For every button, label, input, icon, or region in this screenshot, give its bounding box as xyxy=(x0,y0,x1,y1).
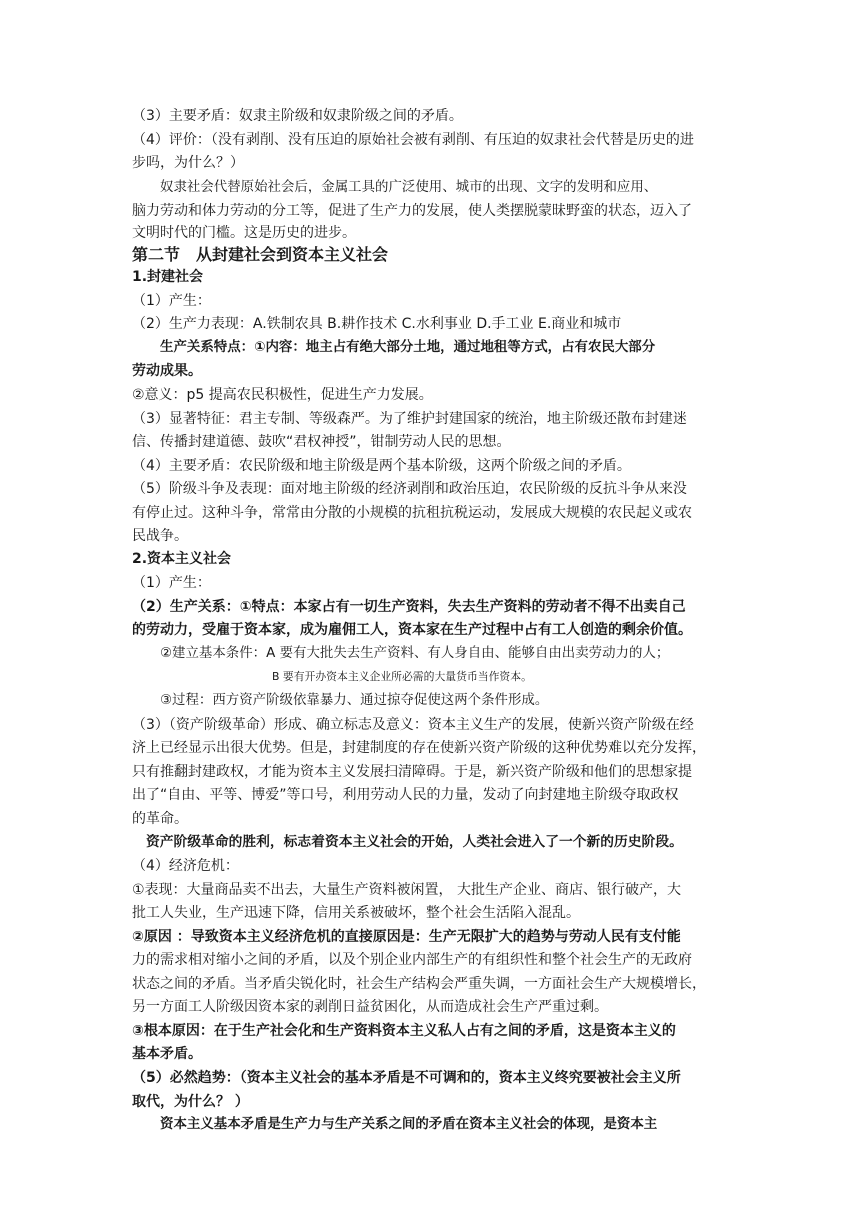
text-line: 取代，为什么？ ） xyxy=(132,1094,249,1110)
text-line: 劳动成果。 xyxy=(132,363,202,379)
text-line: 步吗，为什么？） xyxy=(132,155,244,171)
text-line: 有停止过。这种斗争，常常由分散的小规模的抗租抗税运动，发展成大规模的农民起义或农 xyxy=(132,505,692,521)
text-line: 信、传播封建道德、鼓吹“君权神授”，钳制劳动人民的思想。 xyxy=(132,434,511,450)
text-line: ①表现：大量商品卖不出去，大量生产资料被闲置， 大批生产企业、商店、银行破产，大 xyxy=(132,882,681,898)
text-line: （5）必然趋势：（资本主义社会的基本矛盾是不可调和的，资本主义终究要被社会主义所 xyxy=(132,1070,681,1086)
section-heading: 第二节 从封建社会到资本主义社会 xyxy=(132,245,389,264)
text-line: 只有推翻封建政权，才能为资本主义发展扫清障碍。于是，新兴资产阶级和他们的思想家提 xyxy=(132,764,692,780)
subsection-heading: 2.资本主义社会 xyxy=(132,551,232,567)
text-line: 资本主义基本矛盾是生产力与生产关系之间的矛盾在资本主义社会的体现，是资本主 xyxy=(160,1117,658,1132)
text-line: ②建立基本条件：A 要有大批失去生产资料、有人身自由、能够自由出卖劳动力的人； xyxy=(160,646,670,661)
text-line: 文明时代的门槛。这是历史的进步。 xyxy=(132,225,356,241)
text-line: （1）产生： xyxy=(132,293,211,309)
text-line: （3）（资产阶级革命）形成、确立标志及意义：资本主义生产的发展，使新兴资产阶级在经 xyxy=(132,717,694,733)
text-line: 生产关系特点：①内容：地主占有绝大部分土地，通过地租等方式，占有农民大部分 xyxy=(160,340,656,355)
text-line: B 要有开办资本主义企业所必需的大量货币当作资本。 xyxy=(272,670,532,683)
text-line: 的劳动力，受雇于资本家，成为雇佣工人，资本家在生产过程中占有工人创造的剩余价值。 xyxy=(132,622,692,638)
text-line: （3）主要矛盾：奴隶主阶级和奴隶阶级之间的矛盾。 xyxy=(132,108,463,124)
text-line: 出了“自由、平等、博爱”等口号，利用劳动人民的力量，发动了向封建地主阶级夺取政权 xyxy=(132,787,679,803)
text-line: 民战争。 xyxy=(132,528,188,544)
text-line: 的革命。 xyxy=(132,811,188,827)
text-line: （3）显著特征：君主专制、等级森严。为了维护封建国家的统治，地主阶级还散布封建迷 xyxy=(132,411,687,427)
text-line: 资产阶级革命的胜利，标志着资本主义社会的开始，人类社会进入了一个新的历史阶段。 xyxy=(146,834,683,850)
text-line: ③根本原因：在于生产社会化和生产资料资本主义私人占有之间的矛盾，这是资本主义的 xyxy=(132,1023,676,1039)
text-line: （4）主要矛盾：农民阶级和地主阶级是两个基本阶级，这两个阶级之间的矛盾。 xyxy=(132,458,631,474)
text-line: 力的需求相对缩小之间的矛盾，以及个别企业内部生产的有组织性和整个社会生产的无政府 xyxy=(132,952,692,968)
text-line: 状态之间的矛盾。当矛盾尖锐化时，社会生产结构会严重失调，一方面社会生产大规模增长， xyxy=(132,976,706,992)
text-line: 另一方面工人阶级因资本家的剥削日益贫困化，从而造成社会生产严重过剩。 xyxy=(132,999,608,1015)
text-line: 脑力劳动和体力劳动的分工等，促进了生产力的发展，使人类摆脱蒙昧野蛮的状态，迈入了 xyxy=(132,203,692,219)
text-line: （2）生产关系：①特点：本家占有一切生产资料，失去生产资料的劳动者不得不出卖自己 xyxy=(132,599,686,615)
text-line: 济上已经显示出很大优势。但是，封建制度的存在使新兴资产阶级的这种优势难以充分发挥， xyxy=(132,740,706,756)
text-line: （2）生产力表现：A.铁制农具 B.耕作技术 C.水利事业 D.手工业 E.商业和城市 xyxy=(132,316,622,332)
text-line: （5）阶级斗争及表现：面对地主阶级的经济剥削和政治压迫，农民阶级的反抗斗争从来没 xyxy=(132,481,687,497)
text-line: 基本矛盾。 xyxy=(132,1046,202,1062)
text-line: 批工人失业，生产迅速下降，信用关系被破坏，整个社会生活陷入混乱。 xyxy=(132,905,580,921)
text-line: 奴隶社会代替原始社会后，金属工具的广泛使用、城市的出现、文字的发明和应用、 xyxy=(160,180,658,195)
text-line: （4）评价：（没有剥削、没有压迫的原始社会被有剥削、有压迫的奴隶社会代替是历史的进 xyxy=(132,132,694,148)
text-line: ③过程：西方资产阶级依靠暴力、通过掠夺促使这两个条件形成。 xyxy=(160,693,549,708)
subsection-heading: 1.封建社会 xyxy=(132,269,204,285)
text-line: （4）经济危机： xyxy=(132,858,239,874)
text-line: ②意义：p5 提高农民积极性，促进生产力发展。 xyxy=(132,387,433,403)
text-line: ②原因 ：导致资本主义经济危机的直接原因是：生产无限扩大的趋势与劳动人民有支付能 xyxy=(132,929,681,945)
text-line: （1）产生： xyxy=(132,575,211,591)
